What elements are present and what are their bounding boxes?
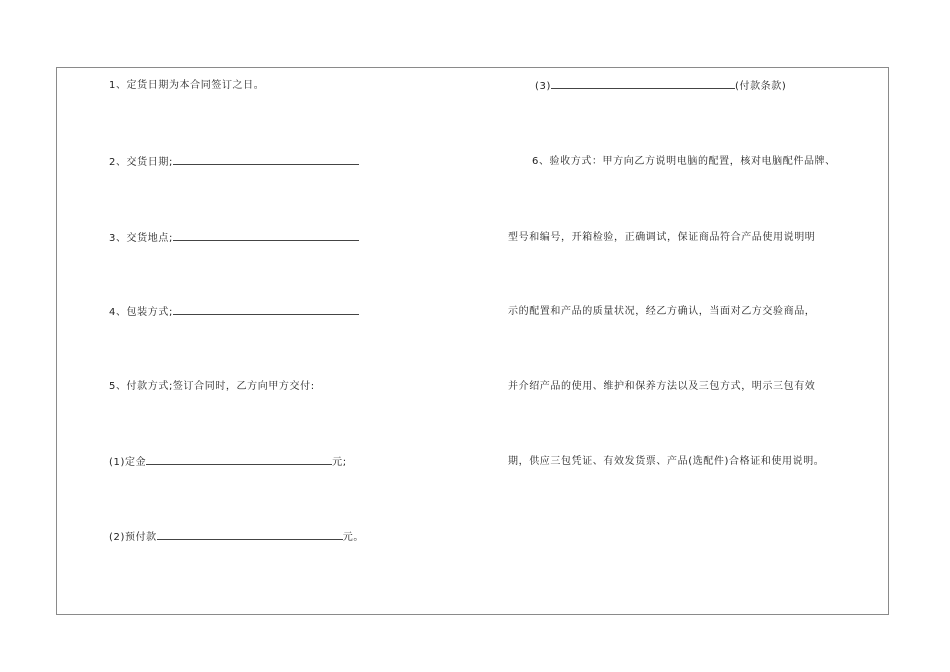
acceptance-clause-line-4: [508, 380, 815, 394]
delivery-date-blank[interactable]: [173, 155, 359, 165]
field-suffix: (付款条款): [734, 81, 787, 92]
prepayment-field: [109, 530, 364, 545]
field-label: (2)预付款: [109, 532, 157, 543]
packaging-blank[interactable]: [173, 305, 359, 315]
clause-text: 5、付款方式;签订合同时，乙方向甲方交付:: [109, 381, 315, 392]
clause-text: 6、验收方式：甲方向乙方说明电脑的配置，核对电脑配件品牌、: [532, 156, 836, 167]
deposit-blank[interactable]: [146, 455, 332, 465]
acceptance-clause-line-1: [532, 155, 836, 169]
field-label: 4、包装方式;: [109, 307, 173, 318]
delivery-date-clause: [109, 79, 264, 93]
clause-text: 型号和编号，开箱检验，正确调试，保证商品符合产品使用说明明: [508, 232, 816, 243]
clause-text: 期，供应三包凭证、有效发货票、产品(选配件)合格证和使用说明。: [508, 456, 825, 467]
clause-text: 示的配置和产品的质量状况，经乙方确认，当面对乙方交验商品，: [508, 306, 816, 317]
field-label: (1)定金: [109, 457, 147, 468]
payment-term-3-field: [535, 79, 786, 94]
delivery-place-field: [109, 231, 359, 246]
delivery-date-field: [109, 155, 359, 170]
unit-label: 元。: [342, 532, 364, 543]
clause-text: 并介绍产品的使用、维护和保养方法以及三包方式，明示三包有效: [508, 381, 816, 392]
payment-term-3-blank[interactable]: [551, 79, 735, 89]
payment-method-clause: [109, 380, 315, 394]
deposit-field: [109, 455, 347, 470]
acceptance-clause-line-5: [508, 455, 824, 469]
delivery-place-blank[interactable]: [173, 231, 359, 241]
prepayment-blank[interactable]: [157, 530, 343, 540]
clause-text: 1、定货日期为本合同签订之日。: [109, 80, 265, 91]
field-label: 3、交货地点;: [109, 233, 173, 244]
field-label: (3): [535, 81, 551, 92]
unit-label: 元;: [332, 457, 347, 468]
field-label: 2、交货日期;: [109, 157, 173, 168]
acceptance-clause-line-2: [508, 231, 815, 245]
packaging-field: [109, 305, 359, 320]
acceptance-clause-line-3: [508, 305, 815, 319]
